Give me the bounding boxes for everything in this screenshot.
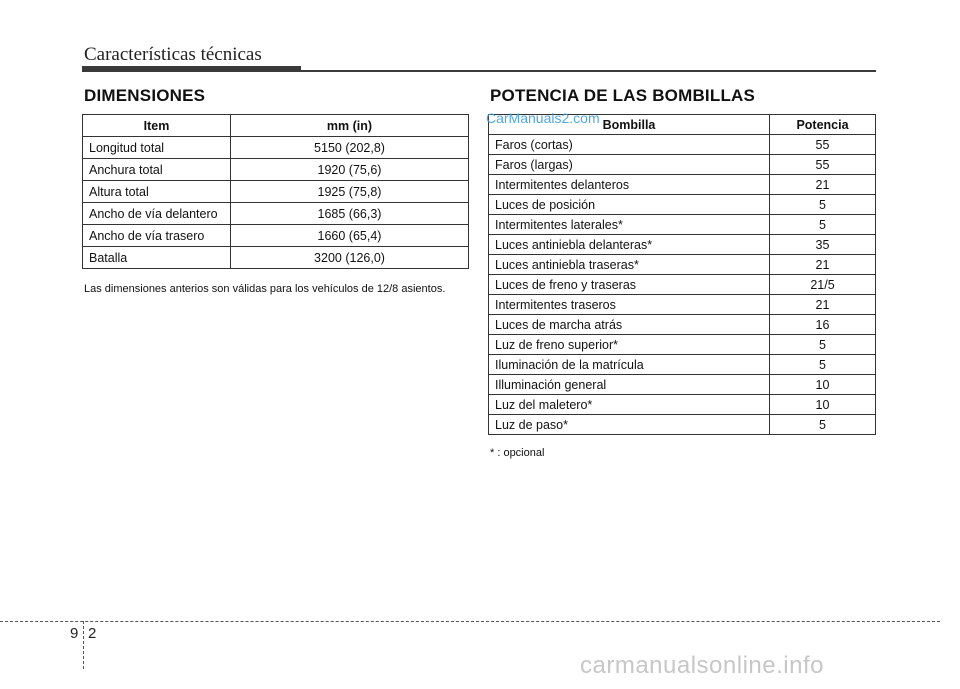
row-label: Iluminación de la matrícula <box>489 355 770 375</box>
row-label: Faros (largas) <box>489 155 770 175</box>
row-value: 1660 (65,4) <box>231 225 469 247</box>
table-row <box>489 155 876 175</box>
table-row <box>489 315 876 335</box>
dimensions-note: Las dimensiones anterios son válidas para los vehículos de 12/8 asientos. <box>84 283 446 295</box>
row-label: Luz de paso* <box>489 415 770 435</box>
page-number: 2 <box>88 625 97 642</box>
table-row <box>83 247 469 269</box>
row-label: Illuminación general <box>489 375 770 395</box>
row-value: 21 <box>770 255 876 275</box>
row-value: 10 <box>770 395 876 415</box>
row-label: Altura total <box>83 181 231 203</box>
watermark-top: CarManuals2.com <box>486 110 600 126</box>
row-value: 21 <box>770 295 876 315</box>
row-label: Faros (cortas) <box>489 135 770 155</box>
row-value: 5 <box>770 195 876 215</box>
column-header-power: Potencia <box>770 115 876 135</box>
table-row <box>489 375 876 395</box>
row-label: Ancho de vía trasero <box>83 225 231 247</box>
table-header-row <box>83 115 469 137</box>
row-label: Ancho de vía delantero <box>83 203 231 225</box>
table-row <box>489 255 876 275</box>
table-row <box>83 159 469 181</box>
table-row <box>83 203 469 225</box>
row-label: Anchura total <box>83 159 231 181</box>
footer-dashed-rule <box>0 621 940 622</box>
table-row <box>83 225 469 247</box>
table-row <box>489 235 876 255</box>
table-row <box>489 355 876 375</box>
row-label: Luces de marcha atrás <box>489 315 770 335</box>
bulbs-heading: POTENCIA DE LAS BOMBILLAS <box>490 86 756 105</box>
page-header-title: Características técnicas <box>84 44 262 65</box>
watermark-bottom: carmanualsonline.info <box>580 652 824 679</box>
bulbs-note: * : opcional <box>490 447 545 459</box>
row-value: 21 <box>770 175 876 195</box>
column-header-mm: mm (in) <box>231 115 469 137</box>
table-row <box>489 275 876 295</box>
row-label: Luz del maletero* <box>489 395 770 415</box>
row-value: 55 <box>770 155 876 175</box>
table-row <box>489 175 876 195</box>
footer-dashed-divider <box>83 621 84 669</box>
row-value: 55 <box>770 135 876 155</box>
column-header-bulb: Bombilla <box>489 115 770 135</box>
table-row <box>489 395 876 415</box>
row-value: 5 <box>770 355 876 375</box>
row-value: 5150 (202,8) <box>231 137 469 159</box>
row-value: 5 <box>770 215 876 235</box>
table-row <box>489 195 876 215</box>
row-label: Luces antiniebla delanteras* <box>489 235 770 255</box>
row-value: 5 <box>770 415 876 435</box>
row-value: 10 <box>770 375 876 395</box>
row-value: 16 <box>770 315 876 335</box>
table-row <box>83 137 469 159</box>
table-row <box>489 415 876 435</box>
table-row <box>489 135 876 155</box>
row-value: 3200 (126,0) <box>231 247 469 269</box>
row-label: Luces de freno y traseras <box>489 275 770 295</box>
column-header-item: Item <box>83 115 231 137</box>
row-value: 1920 (75,6) <box>231 159 469 181</box>
row-label: Batalla <box>83 247 231 269</box>
header-rule-thin <box>301 70 876 72</box>
table-row <box>489 215 876 235</box>
row-value: 21/5 <box>770 275 876 295</box>
table-row <box>83 181 469 203</box>
row-label: Luces antiniebla traseras* <box>489 255 770 275</box>
table-row <box>489 335 876 355</box>
table-row <box>489 295 876 315</box>
dimensions-heading: DIMENSIONES <box>84 86 206 105</box>
row-label: Intermitentes delanteros <box>489 175 770 195</box>
row-value: 1925 (75,8) <box>231 181 469 203</box>
row-label: Longitud total <box>83 137 231 159</box>
row-value: 5 <box>770 335 876 355</box>
dimensions-table <box>82 114 469 269</box>
row-label: Luz de freno superior* <box>489 335 770 355</box>
row-label: Intermitentes laterales* <box>489 215 770 235</box>
row-value: 1685 (66,3) <box>231 203 469 225</box>
header-rule-thick <box>82 66 301 72</box>
row-label: Luces de posición <box>489 195 770 215</box>
bulbs-table <box>488 114 876 435</box>
row-value: 35 <box>770 235 876 255</box>
chapter-number: 9 <box>70 625 79 642</box>
row-label: Intermitentes traseros <box>489 295 770 315</box>
